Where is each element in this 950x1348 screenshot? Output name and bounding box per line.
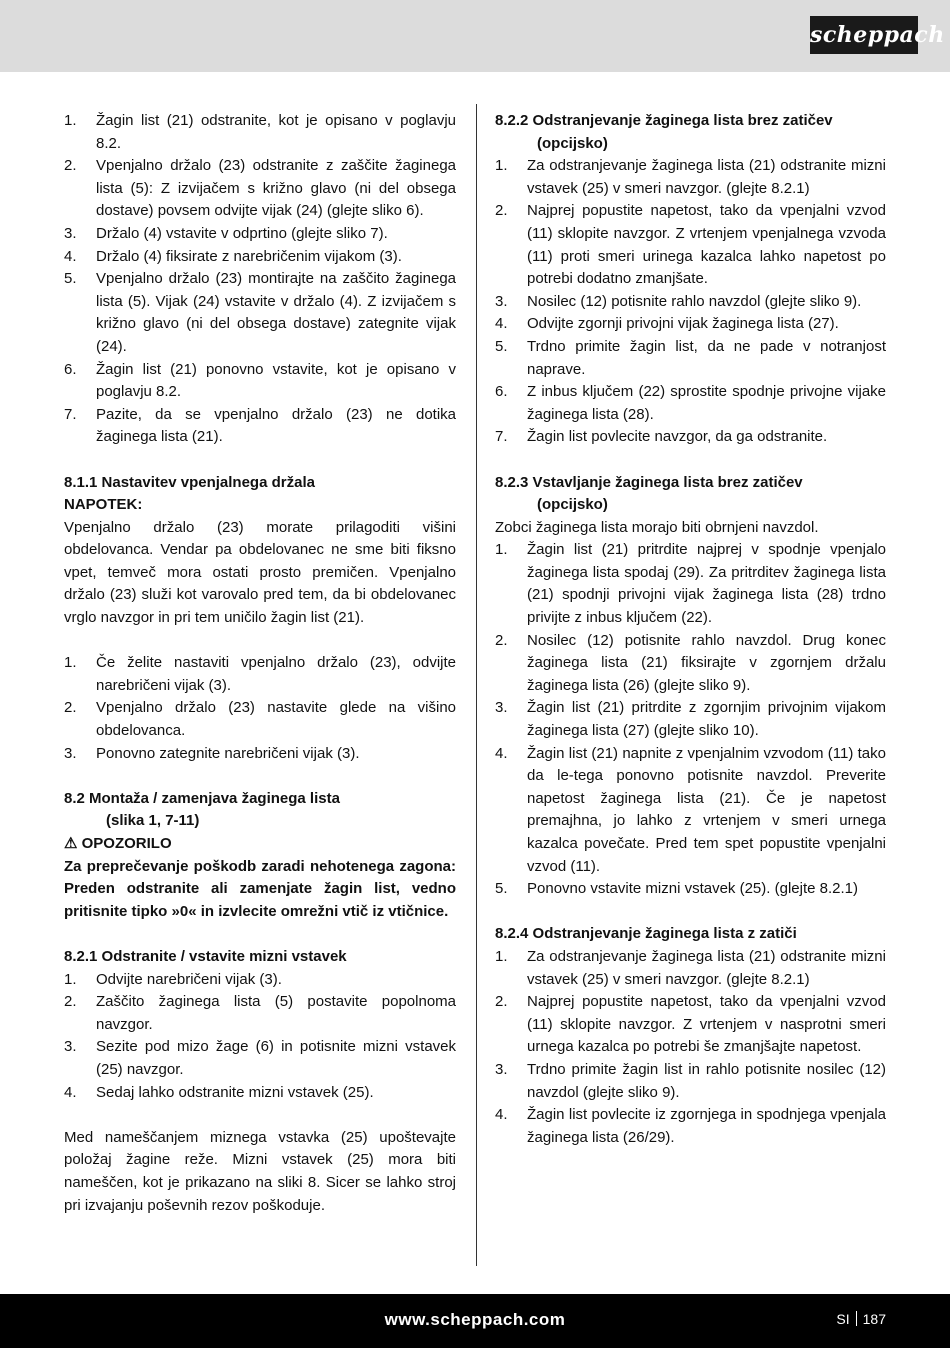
list-insert-pinless [495, 539, 886, 901]
list-item-number: 4. [495, 1106, 508, 1124]
list-item-text: Vpenjalno držalo (23) odstranite z zaščite žaginega lista (5): Z izvijačem s križno glavo (ni del obsega dostave) povsem odvijte vijak (24) (glejte sliko 6). [96, 157, 456, 220]
page-info [836, 1311, 886, 1327]
list-item-number: 5. [495, 337, 508, 355]
list-item-text: Vpenjalno držalo (23) nastavite glede na višino obdelovanca. [96, 699, 456, 740]
section-8-2-2-title [495, 110, 886, 155]
language-code: SI [836, 1311, 850, 1327]
section-8-2-title [64, 788, 456, 833]
list-item-text: Žagin list (21) napnite z vpenjalnim vzvodom (11) tako da le-tega ponovno potisnite navzdol. Preverite napetost žaginega lista (21). Če je napetost premajhna, jo lahko z vrtenjem v smeri urnega kazalca povečate. Pred tem spet popustite vpenjalni vzvod (11). [527, 744, 886, 875]
list-item-number: 4. [495, 315, 508, 333]
list-item [495, 1104, 886, 1149]
list-item [495, 539, 886, 629]
section-8-2-1-title: 8.2.1 Odstranite / vstavite mizni vstavek [64, 947, 347, 965]
list-item-number: 4. [64, 1083, 77, 1101]
list-item-text: Držalo (4) vstavite v odprtino (glejte sliko 7). [96, 224, 388, 242]
section-8-2-2-subtitle: (opcijsko) [537, 134, 608, 152]
list-item-text: Žagin list povlecite navzgor, da ga odstranite. [527, 428, 828, 446]
list-item-number: 3. [64, 224, 77, 242]
list-item-text: Pazite, da se vpenjalno držalo (23) ne dotika žaginega lista (21). [96, 405, 456, 446]
list-item-text: Žagin list (21) pritrdite najprej v spodnje vpenjalo žaginega lista spodaj (29). Za pritrditev žaginega lista (21) spodnji privojni vijak žaginega lista (28) trdno privijte z inbus ključem (22). [527, 541, 886, 627]
list-item-text: Zaščito žaginega lista (5) postavite popolnoma navzgor. [96, 993, 456, 1033]
note-label: NAPOTEK: [64, 496, 143, 514]
section-8-2-4-title: 8.2.4 Odstranjevanje žaginega lista z zatiči [495, 925, 797, 943]
list-item [64, 404, 456, 449]
section-8-1-1-title: 8.1.1 Nastavitev vpenjalnega držala [64, 473, 315, 491]
list-item-number: 2. [495, 993, 508, 1011]
table-insert-note: Med nameščanjem miznega vstavka (25) upoštevajte položaj žagine reže. Mizni vstavek (25) mora biti nameščen, kot je prikazano na sliki 8. Sicer se lahko stroj pri izvajanju poševnih rezov poškoduje. [64, 1128, 456, 1214]
list-item-number: 6. [64, 360, 77, 378]
section-8-2-subtitle: (slika 1, 7-11) [106, 812, 200, 830]
list-item [64, 697, 456, 742]
list-item [64, 969, 456, 992]
list-item [64, 1082, 456, 1105]
list-item [64, 155, 456, 223]
warning-text: Za preprečevanje poškodb zaradi nehotenega zagona: Preden odstranite ali zamenjate žagin list, vedno pritisnite tipko »0« in izvlecite omrežni vtič iz vtičnice. [64, 857, 456, 920]
list-item-number: 2. [495, 202, 508, 220]
list-item-number: 2. [495, 631, 508, 649]
list-item [495, 291, 886, 314]
list-item-number: 3. [495, 699, 508, 717]
list-holder-adjust [64, 652, 456, 765]
section-8-1-1-paragraph: Vpenjalno držalo (23) morate prilagoditi višini obdelovanca. Vendar pa obdelovanec ne sme biti fiksno vpet, temveč mora ostati prosto premičen. Vpenjalno držalo (23) služi kot varovalo pred tem, da bi obdelovanec vrglo navzgor in pri tem uničilo žagin list (21). [64, 518, 456, 627]
list-item-number: 1. [495, 157, 508, 175]
list-item-number: 3. [64, 1038, 77, 1056]
list-remove-pinned [495, 946, 886, 1149]
list-item-text: Najprej popustite napetost, tako da vpenjalni vzvod (11) sklopite navzgor. Z vrtenjem vpenjalnega vzvoda (11) proti smeri urinega kazalca lahko napetost po potrebi dodatno zmanjšate. [527, 202, 886, 288]
list-item [64, 991, 456, 1036]
list-item-text: Trdno primite žagin list in rahlo potisnite nosilec (12) navzdol (glejte sliko 9). [527, 1060, 886, 1101]
list-item [495, 200, 886, 290]
section-8-2-3-subtitle: (opcijsko) [537, 496, 608, 514]
list-item [495, 1059, 886, 1104]
header-bar [0, 0, 950, 72]
list-item-number: 2. [64, 993, 77, 1011]
list-item [64, 246, 456, 269]
page-separator [856, 1311, 857, 1326]
list-item-number: 7. [495, 428, 508, 446]
list-item-number: 1. [64, 970, 77, 988]
list-item [64, 223, 456, 246]
section-8-2-2-title-text: 8.2.2 Odstranjevanje žaginega lista brez zatičev [495, 112, 833, 129]
list-item-number: 3. [495, 292, 508, 310]
list-item-text: Žagin list (21) odstranite, kot je opisano v poglavju 8.2. [96, 112, 456, 152]
list-item [495, 381, 886, 426]
section-8-2-3-intro: Zobci žaginega lista morajo biti obrnjeni navzdol. [495, 518, 819, 536]
list-item [64, 110, 456, 155]
list-item [495, 336, 886, 381]
list-item [64, 359, 456, 404]
list-item-text: Trdno primite žagin list, da ne pade v notranjost naprave. [527, 337, 886, 378]
list-item-number: 4. [495, 744, 508, 762]
list-item [495, 697, 886, 742]
list-item-text: Če želite nastaviti vpenjalno držalo (23), odvijte narebričeni vijak (3). [96, 654, 456, 694]
section-8-2-title-text: 8.2 Montaža / zamenjava žaginega lista [64, 789, 340, 807]
list-table-insert [64, 969, 456, 1105]
right-column [495, 110, 886, 1149]
list-item [64, 1036, 456, 1081]
list-item-text: Sedaj lahko odstranite mizni vstavek (25). [96, 1083, 374, 1101]
list-item [495, 946, 886, 991]
list-item-number: 3. [64, 744, 77, 762]
list-item [495, 426, 886, 449]
section-8-2-3-title-text: 8.2.3 Vstavljanje žaginega lista brez zatičev [495, 473, 803, 491]
list-item-text: Žagin list povlecite iz zgornjega in spodnjega vpenjala žaginega lista (26/29). [527, 1106, 886, 1146]
list-item-number: 5. [495, 880, 508, 898]
list-item [64, 268, 456, 358]
list-item-number: 3. [495, 1060, 508, 1078]
list-item-text: Žagin list (21) ponovno vstavite, kot je opisano v poglavju 8.2. [96, 360, 456, 401]
list-item-text: Vpenjalno držalo (23) montirajte na zaščito žaginega lista (5). Vijak (24) vstavite v držalo (4). Z izvijačem s križno glavo (ni del obsega dostave) zategnite vijak (24). [96, 270, 456, 355]
list-item-text: Ponovno vstavite mizni vstavek (25). (glejte 8.2.1) [527, 880, 858, 898]
list-item [495, 313, 886, 336]
list-item [495, 991, 886, 1059]
list-holder-install [64, 110, 456, 449]
list-item-text: Za odstranjevanje žaginega lista (21) odstranite mizni vstavek (25) v smeri navzgor. (glejte 8.2.1) [527, 157, 886, 197]
warning-label: ⚠ OPOZORILO [64, 835, 172, 852]
list-item-text: Ponovno zategnite narebričeni vijak (3). [96, 744, 360, 762]
list-item-number: 2. [64, 699, 77, 717]
list-item-text: Za odstranjevanje žaginega lista (21) odstranite mizni vstavek (25) v smeri navzgor. (glejte 8.2.1) [527, 947, 886, 988]
page-number: 187 [862, 1311, 886, 1327]
list-item-text: Nosilec (12) potisnite rahlo navzdol (glejte sliko 9). [527, 292, 862, 310]
list-remove-pinless [495, 155, 886, 449]
website-link[interactable]: www.scheppach.com [384, 1310, 566, 1329]
list-item [495, 155, 886, 200]
left-column [64, 110, 456, 1217]
list-item-number: 1. [495, 541, 508, 559]
list-item-number: 2. [64, 157, 77, 175]
list-item [495, 743, 886, 879]
list-item-number: 7. [64, 405, 77, 423]
list-item [64, 743, 456, 766]
brand-logo: scheppach [810, 16, 918, 54]
column-divider [476, 104, 477, 1266]
list-item-number: 6. [495, 383, 508, 401]
list-item [495, 878, 886, 901]
list-item [495, 630, 886, 698]
list-item-number: 1. [64, 654, 77, 672]
list-item-text: Držalo (4) fiksirate z narebričenim vijakom (3). [96, 247, 402, 265]
list-item-text: Odvijte zgornji privojni vijak žaginega lista (27). [527, 315, 839, 333]
list-item-text: Sezite pod mizo žage (6) in potisnite mizni vstavek (25) navzgor. [96, 1038, 456, 1078]
list-item-number: 1. [495, 947, 508, 965]
list-item-text: Z inbus ključem (22) sprostite spodnje privojne vijake žaginega lista (28). [527, 383, 886, 423]
list-item-number: 5. [64, 270, 77, 288]
list-item-text: Odvijte narebričeni vijak (3). [96, 970, 282, 988]
section-8-2-3-title [495, 472, 886, 517]
list-item-text: Najprej popustite napetost, tako da vpenjalni vzvod (11) sklopite navzgor. Z vrtenjem v nasprotni smeri urnega kazalca po potrebi še zmanjšajte napetost. [527, 993, 886, 1056]
list-item-text: Nosilec (12) potisnite rahlo navzdol. Drug konec žaginega lista (21) fiksirajte v zgornjem držalu žaginega lista (26) (glejte sliko 9). [527, 631, 886, 694]
list-item [64, 652, 456, 697]
list-item-number: 1. [64, 112, 77, 129]
footer-bar [0, 1294, 950, 1348]
list-item-number: 4. [64, 247, 77, 265]
list-item-text: Žagin list (21) pritrdite z zgornjim privojnim vijakom žaginega lista (27) (glejte sliko 10). [527, 699, 886, 740]
